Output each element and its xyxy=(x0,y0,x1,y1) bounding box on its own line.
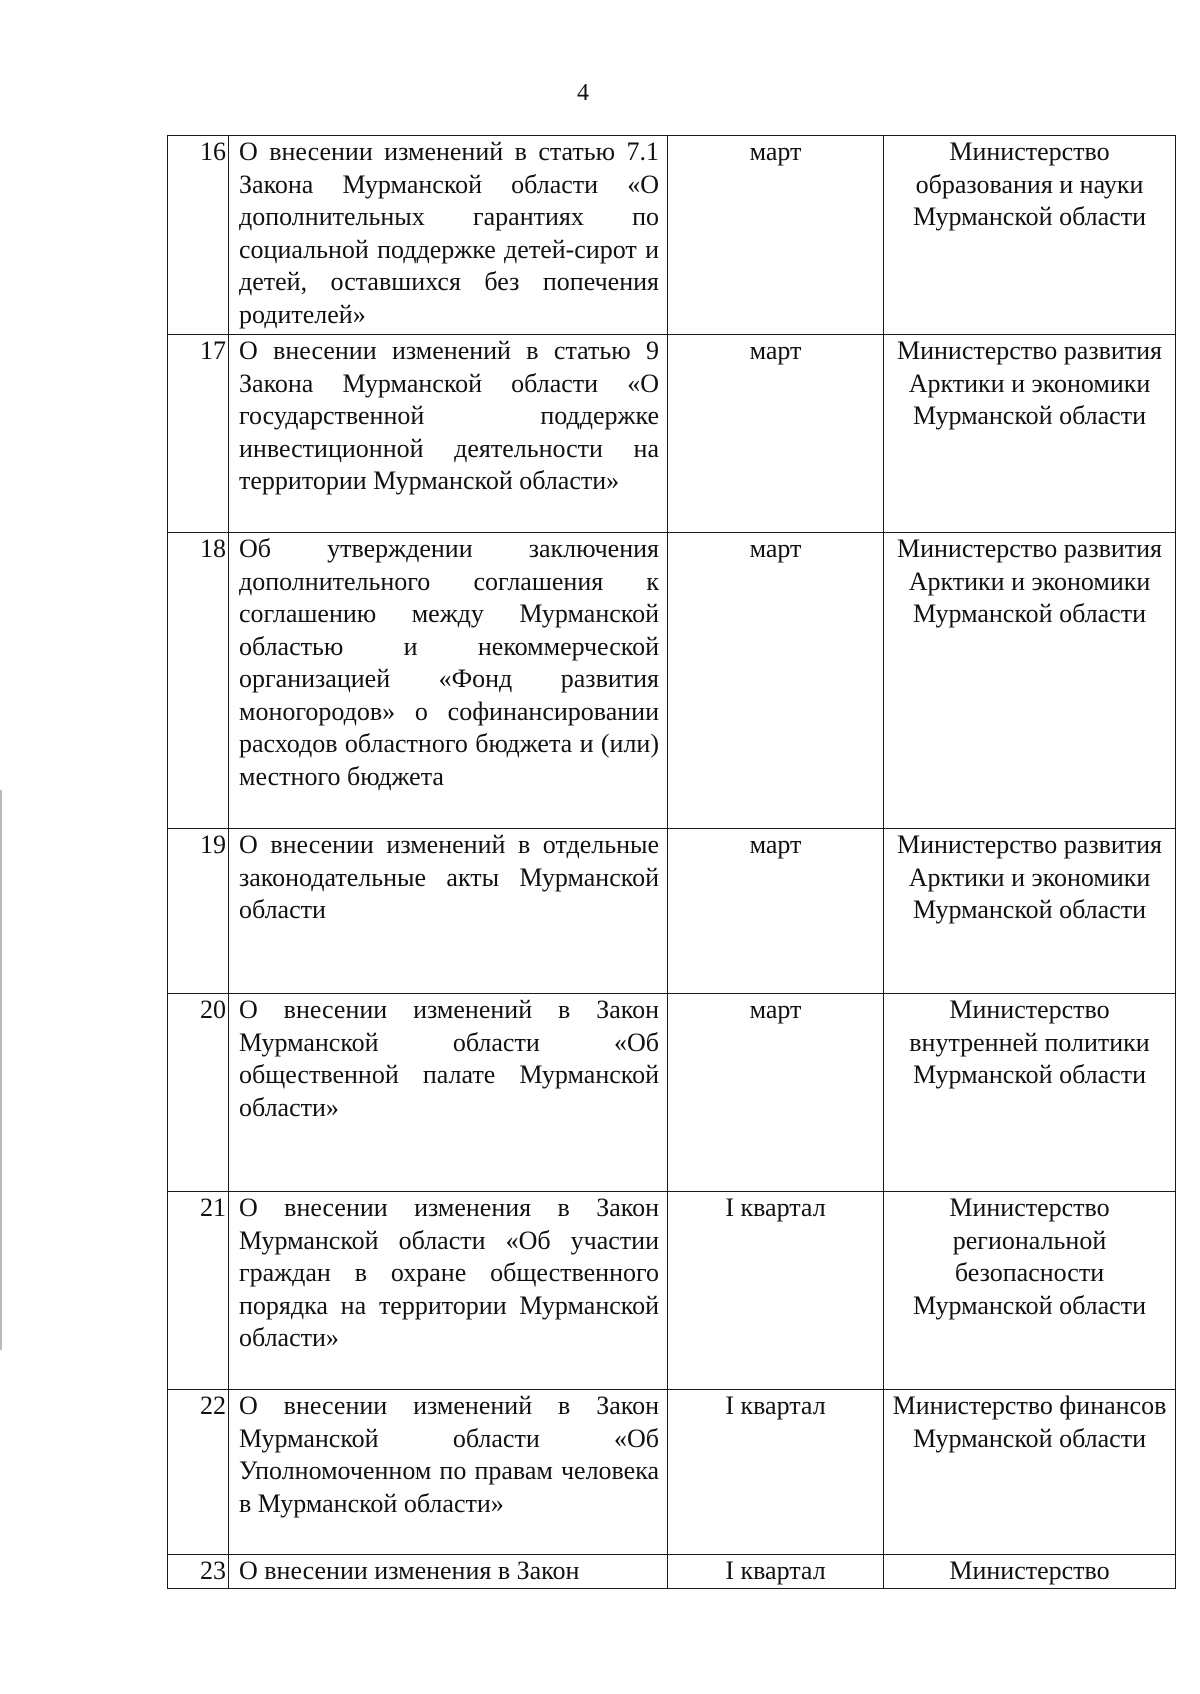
term: март xyxy=(668,994,884,1192)
term: I квартал xyxy=(668,1390,884,1555)
row-number: 23 xyxy=(168,1555,229,1589)
row-number: 22 xyxy=(168,1390,229,1555)
law-title: О внесении изменений в Закон Мурманской области «Об общественной палате Мурманской области» xyxy=(229,994,668,1192)
term: март xyxy=(668,335,884,533)
row-number: 20 xyxy=(168,994,229,1192)
term: март xyxy=(668,829,884,994)
term: март xyxy=(668,533,884,829)
table-row xyxy=(168,1555,1176,1589)
page-number: 4 xyxy=(577,80,589,106)
row-number: 17 xyxy=(168,335,229,533)
responsible-ministry: Министерство развития Арктики и экономики Мурманской области xyxy=(884,335,1176,533)
table-row xyxy=(168,136,1176,335)
responsible-ministry: Министерство региональной безопасности Мурманской области xyxy=(884,1192,1176,1390)
law-title: О внесении изменения в Закон Мурманской области «Об участии граждан в охране общественного порядка на территории Мурманской области» xyxy=(229,1192,668,1390)
row-number: 19 xyxy=(168,829,229,994)
table-row xyxy=(168,829,1176,994)
term: март xyxy=(668,136,884,335)
law-title: О внесении изменений в статью 9 Закона Мурманской области «О государственной поддержке инвестиционной деятельности на территории Мурманской области» xyxy=(229,335,668,533)
law-title: О внесении изменения в Закон xyxy=(229,1555,668,1589)
table-row xyxy=(168,335,1176,533)
term: I квартал xyxy=(668,1192,884,1390)
law-title: О внесении изменений в Закон Мурманской области «Об Уполномоченном по правам человека в Мурманской области» xyxy=(229,1390,668,1555)
responsible-ministry: Министерство развития Арктики и экономики Мурманской области xyxy=(884,533,1176,829)
table-row xyxy=(168,1192,1176,1390)
law-title: О внесении изменений в статью 7.1 Закона Мурманской области «О дополнительных гарантиях по социальной поддержке детей-сирот и детей, оставшихся без попечения родителей» xyxy=(229,136,668,335)
row-number: 18 xyxy=(168,533,229,829)
row-number: 21 xyxy=(168,1192,229,1390)
table-row xyxy=(168,533,1176,829)
responsible-ministry: Министерство внутренней политики Мурманской области xyxy=(884,994,1176,1192)
responsible-ministry: Министерство финансов Мурманской области xyxy=(884,1390,1176,1555)
table-row xyxy=(168,1390,1176,1555)
responsible-ministry: Министерство xyxy=(884,1555,1176,1589)
term: I квартал xyxy=(668,1555,884,1589)
law-title: О внесении изменений в отдельные законодательные акты Мурманской области xyxy=(229,829,668,994)
law-title: Об утверждении заключения дополнительного соглашения к соглашению между Мурманской областью и некоммерческой организацией «Фонд развития моногородов» о софинансировании расходов областного бюджета и (или) местного бюджета xyxy=(229,533,668,829)
scan-edge-line xyxy=(0,790,2,1350)
responsible-ministry: Министерство развития Арктики и экономики Мурманской области xyxy=(884,829,1176,994)
row-number: 16 xyxy=(168,136,229,335)
table-row xyxy=(168,994,1176,1192)
responsible-ministry: Министерство образования и науки Мурманской области xyxy=(884,136,1176,335)
legislation-plan-table xyxy=(167,135,1176,1589)
